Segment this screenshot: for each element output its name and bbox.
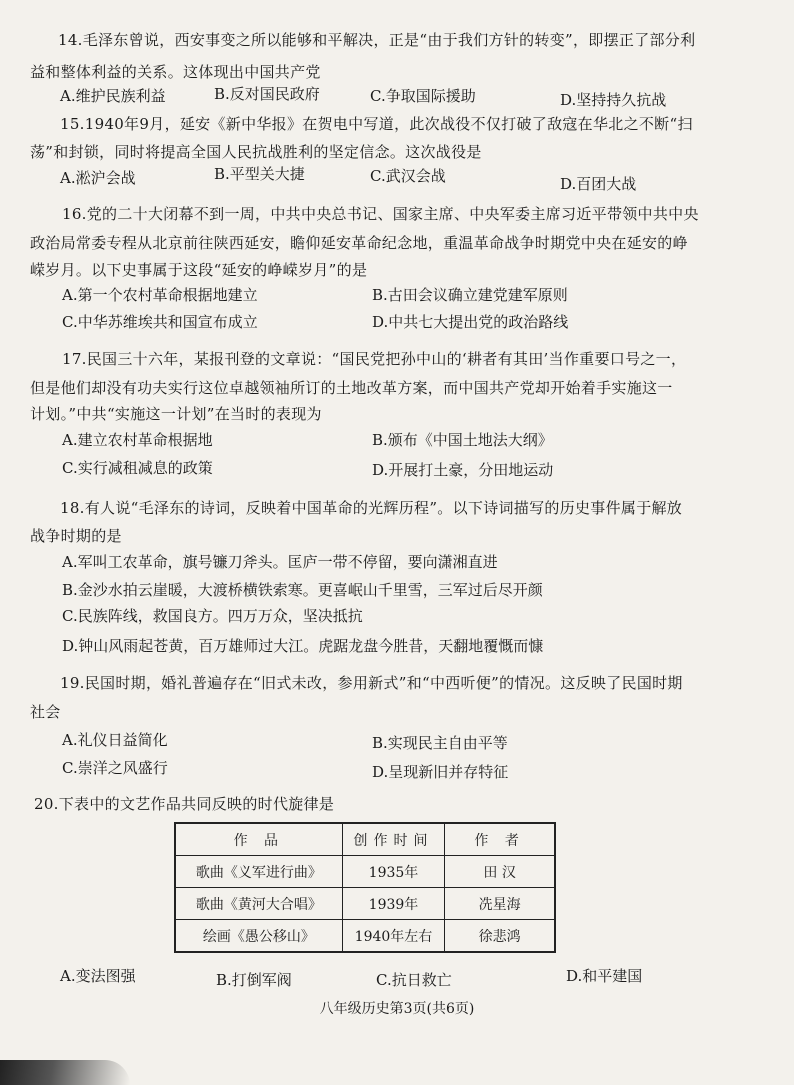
- q15-stem-line1: 15.1940年9月，延安《新中华报》在贺电中写道，此次战役不仅打破了敌寇在华北之不断“扫: [60, 115, 693, 133]
- q17-option-c: C.实行减租减息的政策: [62, 459, 213, 477]
- table-row: [175, 888, 555, 920]
- table-cell: 1939年: [342, 888, 445, 920]
- q16-stem-line3: 嵘岁月。以下史事属于这段“延安的峥嵘岁月”的是: [30, 261, 368, 279]
- works-table: [174, 822, 556, 953]
- table-row: [175, 920, 555, 953]
- q16-option-d: D.中共七大提出党的政治路线: [372, 313, 569, 331]
- q15-option-d: D.百团大战: [560, 175, 637, 193]
- table-cell: 1935年: [342, 856, 445, 888]
- q17-stem-line3: 计划。”中共“实施这一计划”在当时的表现为: [30, 405, 322, 423]
- q18-option-b: B.金沙水拍云崖暖，大渡桥横铁索寒。更喜岷山千里雪，三军过后尽开颜: [62, 581, 543, 599]
- q15-stem-line2: 荡”和封锁，同时将提高全国人民抗战胜利的坚定信念。这次战役是: [30, 143, 482, 161]
- q17-stem-line1: 17.民国三十六年，某报刊登的文章说：“国民党把孙中山的‘耕者有其田’当作重要口号之一，: [62, 350, 687, 368]
- q17-stem-line2: 但是他们却没有功夫实行这位卓越领袖所订的土地改革方案，而中国共产党却开始着手实施这一: [30, 379, 673, 397]
- q20-option-c: C.抗日救亡: [376, 971, 452, 989]
- header-work: 作 品: [175, 823, 342, 856]
- q18-option-a: A.军叫工农革命，旗号镰刀斧头。匡庐一带不停留，要向潇湘直进: [62, 553, 498, 571]
- table-cell: 徐悲鸿: [445, 920, 555, 953]
- table-cell: 绘画《愚公移山》: [175, 920, 342, 953]
- q18-option-d: D.钟山风雨起苍黄，百万雄师过大江。虎踞龙盘今胜昔，天翻地覆慨而慷: [62, 637, 544, 655]
- q14-stem-line1: 14.毛泽东曾说，西安事变之所以能够和平解决，正是“由于我们方针的转变”，即摆正了部分利: [58, 31, 696, 49]
- table-cell: 冼星海: [445, 888, 555, 920]
- header-date: 创作时间: [342, 823, 445, 856]
- q17-option-a: A.建立农村革命根据地: [62, 431, 213, 449]
- q20-option-a: A.变法图强: [60, 967, 136, 985]
- q16-stem-line1: 16.党的二十大闭幕不到一周，中共中央总书记、国家主席、中央军委主席习近平带领中共中央: [62, 205, 699, 223]
- q14-option-b: B.反对国民政府: [214, 85, 320, 103]
- q19-stem-line1: 19.民国时期，婚礼普遍存在“旧式未改，参用新式”和“中西听便”的情况。这反映了民国时期: [60, 674, 683, 692]
- q17-option-d: D.开展打土豪，分田地运动: [372, 461, 554, 479]
- q15-option-c: C.武汉会战: [370, 167, 446, 185]
- q16-option-a: A.第一个农村革命根据地建立: [62, 286, 258, 304]
- q19-option-d: D.呈现新旧并存特征: [372, 763, 509, 781]
- table-cell: 歌曲《黄河大合唱》: [175, 888, 342, 920]
- q19-option-c: C.崇洋之风盛行: [62, 759, 168, 777]
- table-cell: 田 汉: [445, 856, 555, 888]
- q15-option-a: A.淞沪会战: [60, 169, 136, 187]
- q19-option-a: A.礼仪日益简化: [62, 731, 168, 749]
- q18-stem-line2: 战争时期的是: [30, 527, 122, 545]
- q14-option-c: C.争取国际援助: [370, 87, 476, 105]
- q16-option-c: C.中华苏维埃共和国宣布成立: [62, 313, 258, 331]
- q15-option-b: B.平型关大捷: [214, 165, 305, 183]
- q14-option-d: D.坚持持久抗战: [560, 91, 667, 109]
- q19-option-b: B.实现民主自由平等: [372, 734, 508, 752]
- q14-stem-line2: 益和整体利益的关系。这体现出中国共产党: [30, 63, 321, 81]
- header-author: 作 者: [445, 823, 555, 856]
- table-row: [175, 856, 555, 888]
- scan-shadow: [0, 1060, 130, 1085]
- q18-option-c: C.民族阵线，救国良方。四万万众，坚决抵抗: [62, 607, 363, 625]
- q14-option-a: A.维护民族利益: [60, 87, 166, 105]
- q20-option-b: B.打倒军阀: [216, 971, 292, 989]
- table-cell: 1940年左右: [342, 920, 445, 953]
- q17-option-b: B.颁布《中国土地法大纲》: [372, 431, 553, 449]
- page-footer: 八年级历史第3页(共6页): [319, 1001, 475, 1017]
- q20-option-d: D.和平建国: [566, 967, 643, 985]
- table-cell: 歌曲《义军进行曲》: [175, 856, 342, 888]
- q19-stem-line2: 社会: [30, 703, 61, 721]
- q16-stem-line2: 政治局常委专程从北京前往陕西延安，瞻仰延安革命纪念地，重温革命战争时期党中央在延安的峥: [30, 234, 688, 252]
- q18-stem-line1: 18.有人说“毛泽东的诗词，反映着中国革命的光辉历程”。以下诗词描写的历史事件属于解放: [60, 499, 683, 517]
- q20-stem-line1: 20.下表中的文艺作品共同反映的时代旋律是: [34, 795, 335, 813]
- table-header-row: [175, 823, 555, 856]
- q16-option-b: B.古田会议确立建党建军原则: [372, 286, 568, 304]
